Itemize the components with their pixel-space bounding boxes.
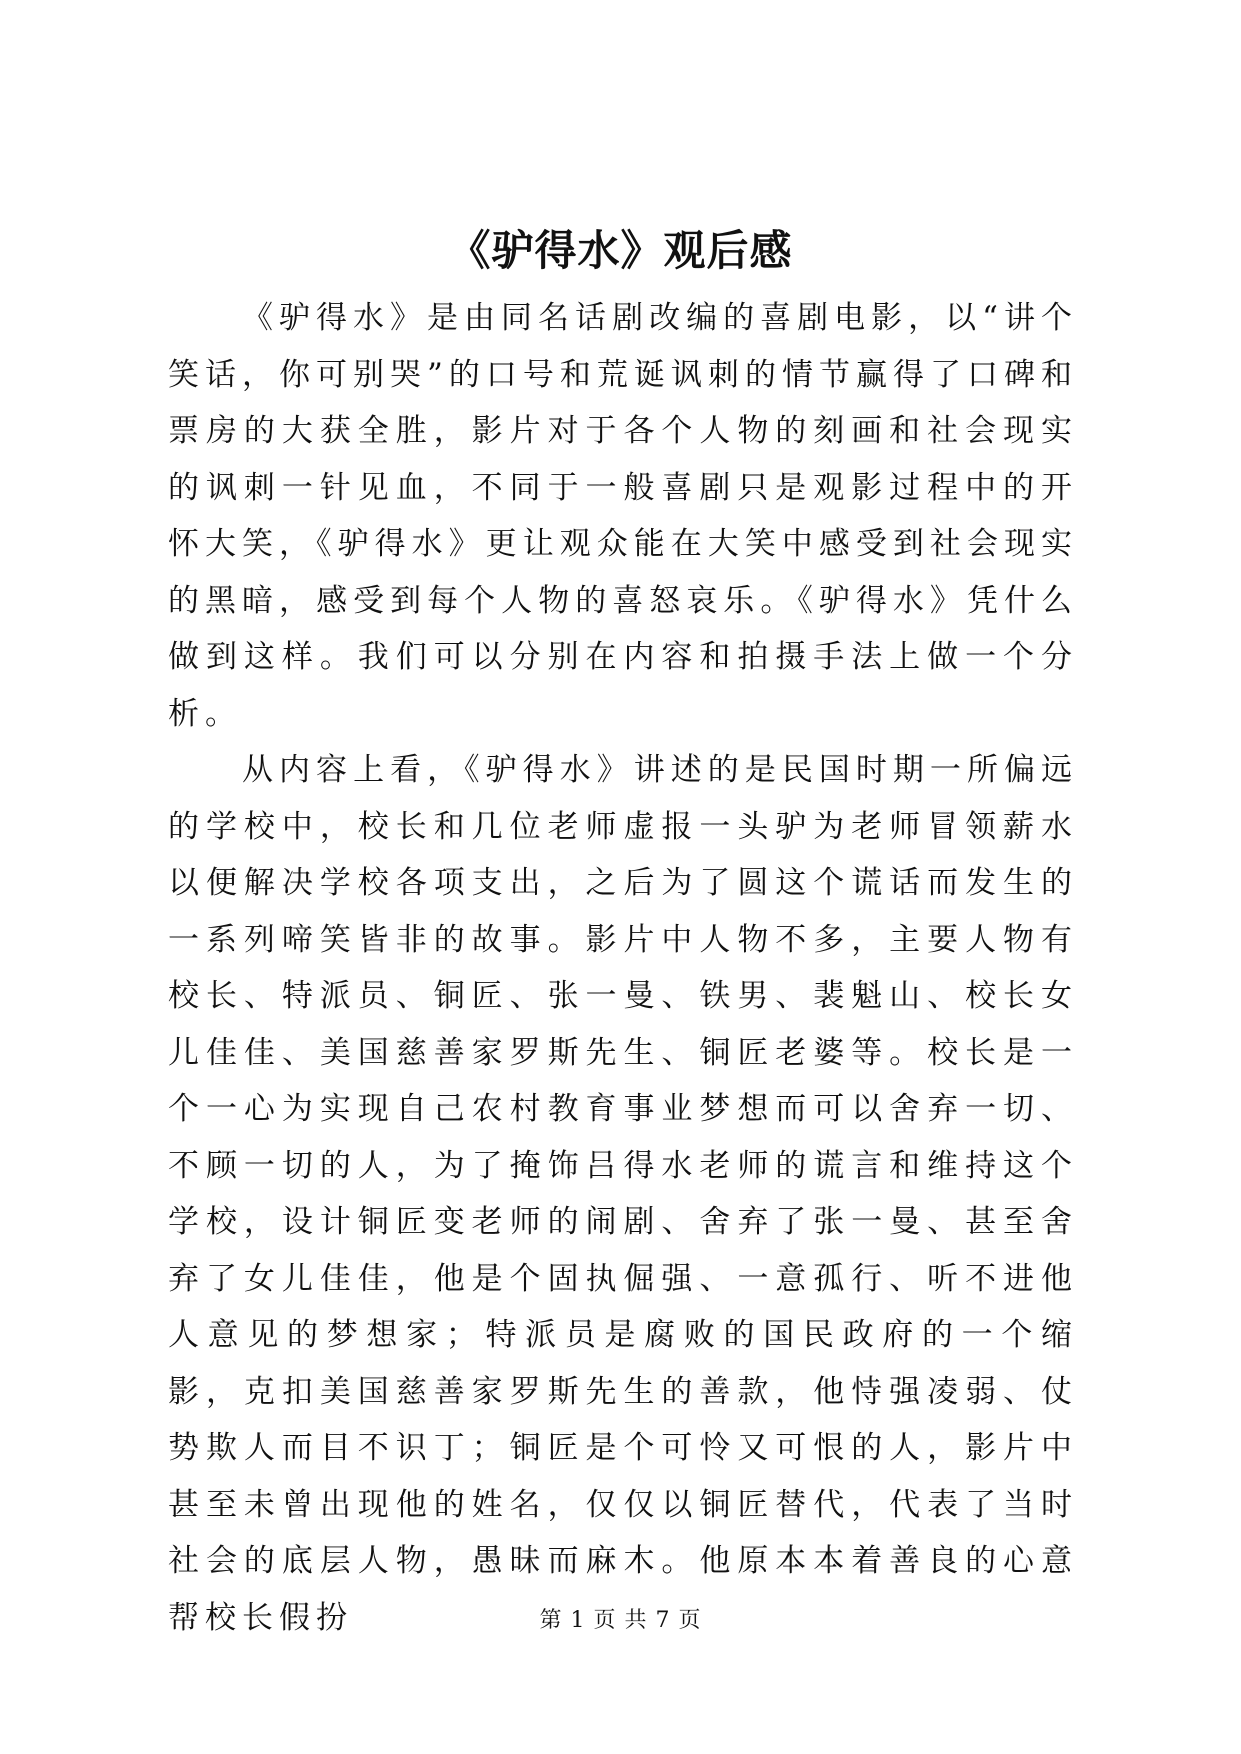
page-number-footer: 第 1 页 共 7 页 <box>539 1608 702 1633</box>
document-title: 《驴得水》观后感 <box>448 226 793 275</box>
paragraph-2: 从内容上看，《驴得水》讲述的是民国时期一所偏远的学校中，校长和几位老师虚报一头驴为老师冒领薪水以便解决学校各项支出，之后为了圆这个谎话而发生的一系列啼笑皆非的故事。影片中人物不多，主要人物有校长、特派员、铜匠、张一曼、铁男、裴魁山、校长女儿佳佳、美国慈善家罗斯先生、铜匠老婆等。校长是一个一心为实现自己农村教育事业梦想而可以舍弃一切、不顾一切的人，为了掩饰吕得水老师的谎言和维持这个学校，设计铜匠变老师的闹剧、舍弃了张一曼、甚至舍弃了女儿佳佳，他是个固执倔强、一意孤行、听不进他人意见的梦想家；特派员是腐败的国民政府的一个缩影，克扣美国慈善家罗斯先生的善款，他恃强凌弱、仗势欺人而目不识丁；铜匠是个可怜又可恨的人，影片中甚至未曾出现他的姓名，仅仅以铜匠替代，代表了当时社会的底层人物，愚昧而麻木。他原本本着善良的心意帮校长假扮 <box>168 752 1078 1636</box>
paragraph-1: 《驴得水》是由同名话剧改编的喜剧电影，以“讲个笑话，你可别哭”的口号和荒诞讽刺的情节赢得了口碑和票房的大获全胜，影片对于各个人物的刻画和社会现实的讽刺一针见血，不同于一般喜剧只是观影过程中的开怀大笑，《驴得水》更让观众能在大笑中感受到社会现实的黑暗，感受到每个人物的喜怒哀乐。《驴得水》凭什么做到这样。我们可以分别在内容和拍摄手法上做一个分析。 <box>168 300 1078 732</box>
document-body <box>168 290 1078 1646</box>
